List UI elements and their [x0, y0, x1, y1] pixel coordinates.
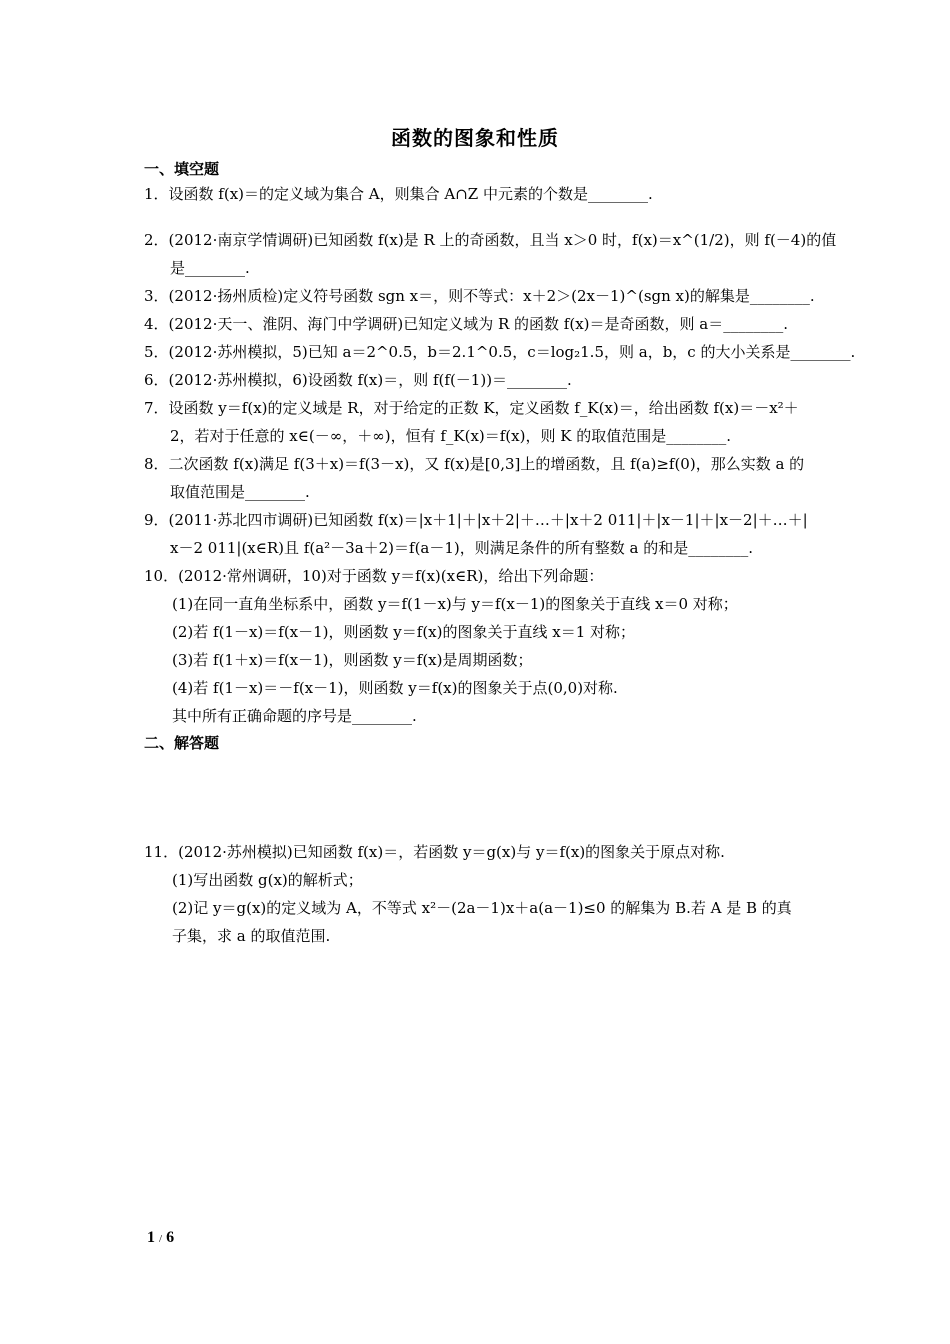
page-total: 6 — [166, 1229, 175, 1246]
question-5-line: 5．(2012·苏州模拟，5)已知 a＝2^0.5，b＝2.1^0.5，c＝log₂1.5，则 a，b，c 的大小关系是________. — [144, 343, 856, 361]
page-number — [147, 1229, 174, 1247]
question-10-item-2: (2)若 f(1－x)＝f(x－1)，则函数 y＝f(x)的图象关于直线 x＝1 对称； — [172, 623, 636, 641]
question-1-line: 1．设函数 f(x)＝的定义域为集合 A，则集合 A∩Z 中元素的个数是________. — [144, 185, 653, 203]
question-9-cont: x－2 011|(x∈R)且 f(a²－3a＋2)＝f(a－1)，则满足条件的所有整数 a 的和是________. — [170, 539, 754, 557]
question-10-answer: 其中所有正确命题的序号是________. — [172, 707, 417, 725]
page-current: 1 — [147, 1229, 155, 1246]
page-title: 函数的图象和性质 — [391, 126, 559, 150]
question-10-line: 10．(2012·常州调研，10)对于函数 y＝f(x)(x∈R)，给出下列命题： — [144, 567, 604, 585]
page-separator: / — [159, 1233, 163, 1245]
section-heading-solve: 二、解答题 — [144, 734, 220, 752]
question-11-part-2-cont: 子集，求 a 的取值范围. — [172, 927, 331, 945]
question-4-line: 4．(2012·天一、淮阴、海门中学调研)已知定义域为 R 的函数 f(x)＝是奇函数，则 a＝________. — [144, 315, 788, 333]
section-heading-fill-blank: 一、填空题 — [144, 160, 220, 178]
question-8-line: 8．二次函数 f(x)满足 f(3＋x)＝f(3－x)，又 f(x)是[0,3]上的增函数，且 f(a)≥f(0)，那么实数 a 的 — [144, 455, 805, 473]
question-3-line: 3．(2012·扬州质检)定义符号函数 sgn x＝，则不等式：x＋2＞(2x－1)^(sgn x)的解集是________. — [144, 287, 815, 305]
question-7-cont: 2，若对于任意的 x∈(－∞，＋∞)，恒有 f_K(x)＝f(x)，则 K 的取值范围是________. — [170, 427, 731, 445]
question-2-line: 2．(2012·南京学情调研)已知函数 f(x)是 R 上的奇函数，且当 x＞0 时，f(x)＝x^(1/2)，则 f(－4)的值 — [144, 231, 837, 249]
question-11-line: 11．(2012·苏州模拟)已知函数 f(x)＝，若函数 y＝g(x)与 y＝f(x)的图象关于原点对称. — [144, 843, 725, 861]
question-11-part-2: (2)记 y＝g(x)的定义域为 A，不等式 x²－(2a－1)x＋a(a－1)≤0 的解集为 B.若 A 是 B 的真 — [172, 899, 792, 917]
question-7-line: 7．设函数 y＝f(x)的定义域是 R，对于给定的正数 K，定义函数 f_K(x)＝，给出函数 f(x)＝－x²＋ — [144, 399, 799, 417]
question-10-item-4: (4)若 f(1－x)＝－f(x－1)，则函数 y＝f(x)的图象关于点(0,0)对称. — [172, 679, 618, 697]
question-2-cont: 是________. — [170, 259, 250, 277]
question-8-cont: 取值范围是________. — [170, 483, 310, 501]
question-10-item-3: (3)若 f(1＋x)＝f(x－1)，则函数 y＝f(x)是周期函数； — [172, 651, 533, 669]
question-9-line: 9．(2011·苏北四市调研)已知函数 f(x)＝|x＋1|＋|x＋2|＋…＋|x＋2 011|＋|x－1|＋|x－2|＋…＋| — [144, 511, 808, 529]
question-6-line: 6．(2012·苏州模拟，6)设函数 f(x)＝，则 f(f(－1))＝________. — [144, 371, 572, 389]
question-11-part-1: (1)写出函数 g(x)的解析式； — [172, 871, 363, 889]
question-10-item-1: (1)在同一直角坐标系中，函数 y＝f(1－x)与 y＝f(x－1)的图象关于直线 x＝0 对称； — [172, 595, 738, 613]
